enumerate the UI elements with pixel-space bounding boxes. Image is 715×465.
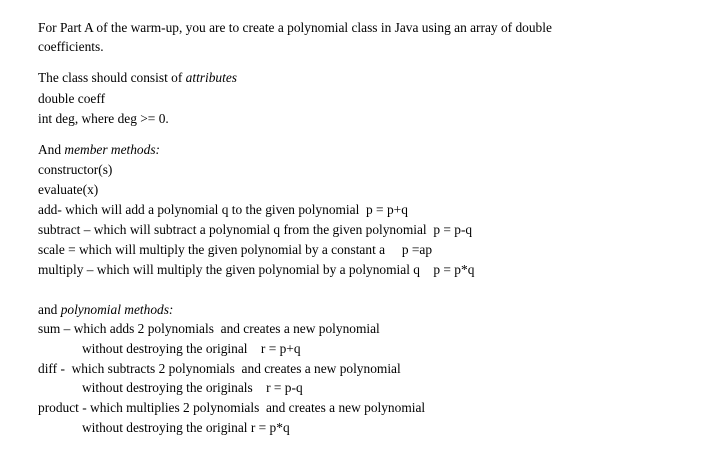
- polynomial-methods-heading: [38, 302, 173, 318]
- polynomial-method-detail: without destroying the original r = p+q: [82, 341, 301, 356]
- polynomial-method-item: sum – which adds 2 polynomials and creates a new polynomial: [38, 321, 380, 336]
- attribute-item: int deg, where deg >= 0.: [38, 111, 169, 126]
- intro-line-1: For Part A of the warm-up, you are to create a polynomial class in Java using an array of double: [38, 20, 552, 35]
- member-methods-heading: [38, 142, 160, 158]
- member-methods-emphasis: member methods:: [64, 142, 160, 157]
- member-method-item: multiply – which will multiply the given polynomial by a polynomial q p = p*q: [38, 262, 475, 277]
- member-method-item: add- which will add a polynomial q to the given polynomial p = p+q: [38, 202, 408, 217]
- polynomial-method-detail: without destroying the original r = p*q: [82, 420, 290, 435]
- attributes-emphasis: attributes: [185, 70, 237, 85]
- member-method-item: subtract – which will subtract a polynomial q from the given polynomial p = p-q: [38, 222, 473, 237]
- member-methods-lead: And: [38, 142, 65, 157]
- polynomial-method-detail: without destroying the originals r = p-q: [82, 380, 303, 395]
- member-method-item: constructor(s): [38, 162, 113, 177]
- polynomial-methods-lead: and: [38, 302, 61, 317]
- attributes-heading: [38, 70, 237, 86]
- polynomial-methods-emphasis: polynomial methods:: [60, 302, 174, 317]
- member-method-item: evaluate(x): [38, 182, 99, 197]
- attribute-item: double coeff: [38, 91, 106, 106]
- member-method-item: scale = which will multiply the given polynomial by a constant a p =ap: [38, 242, 433, 257]
- polynomial-method-item: product - which multiplies 2 polynomials and creates a new polynomial: [38, 400, 426, 415]
- polynomial-method-item: diff - which subtracts 2 polynomials and creates a new polynomial: [38, 361, 401, 376]
- attributes-lead: The class should consist of: [38, 70, 186, 85]
- intro-line-2: coefficients.: [38, 39, 104, 54]
